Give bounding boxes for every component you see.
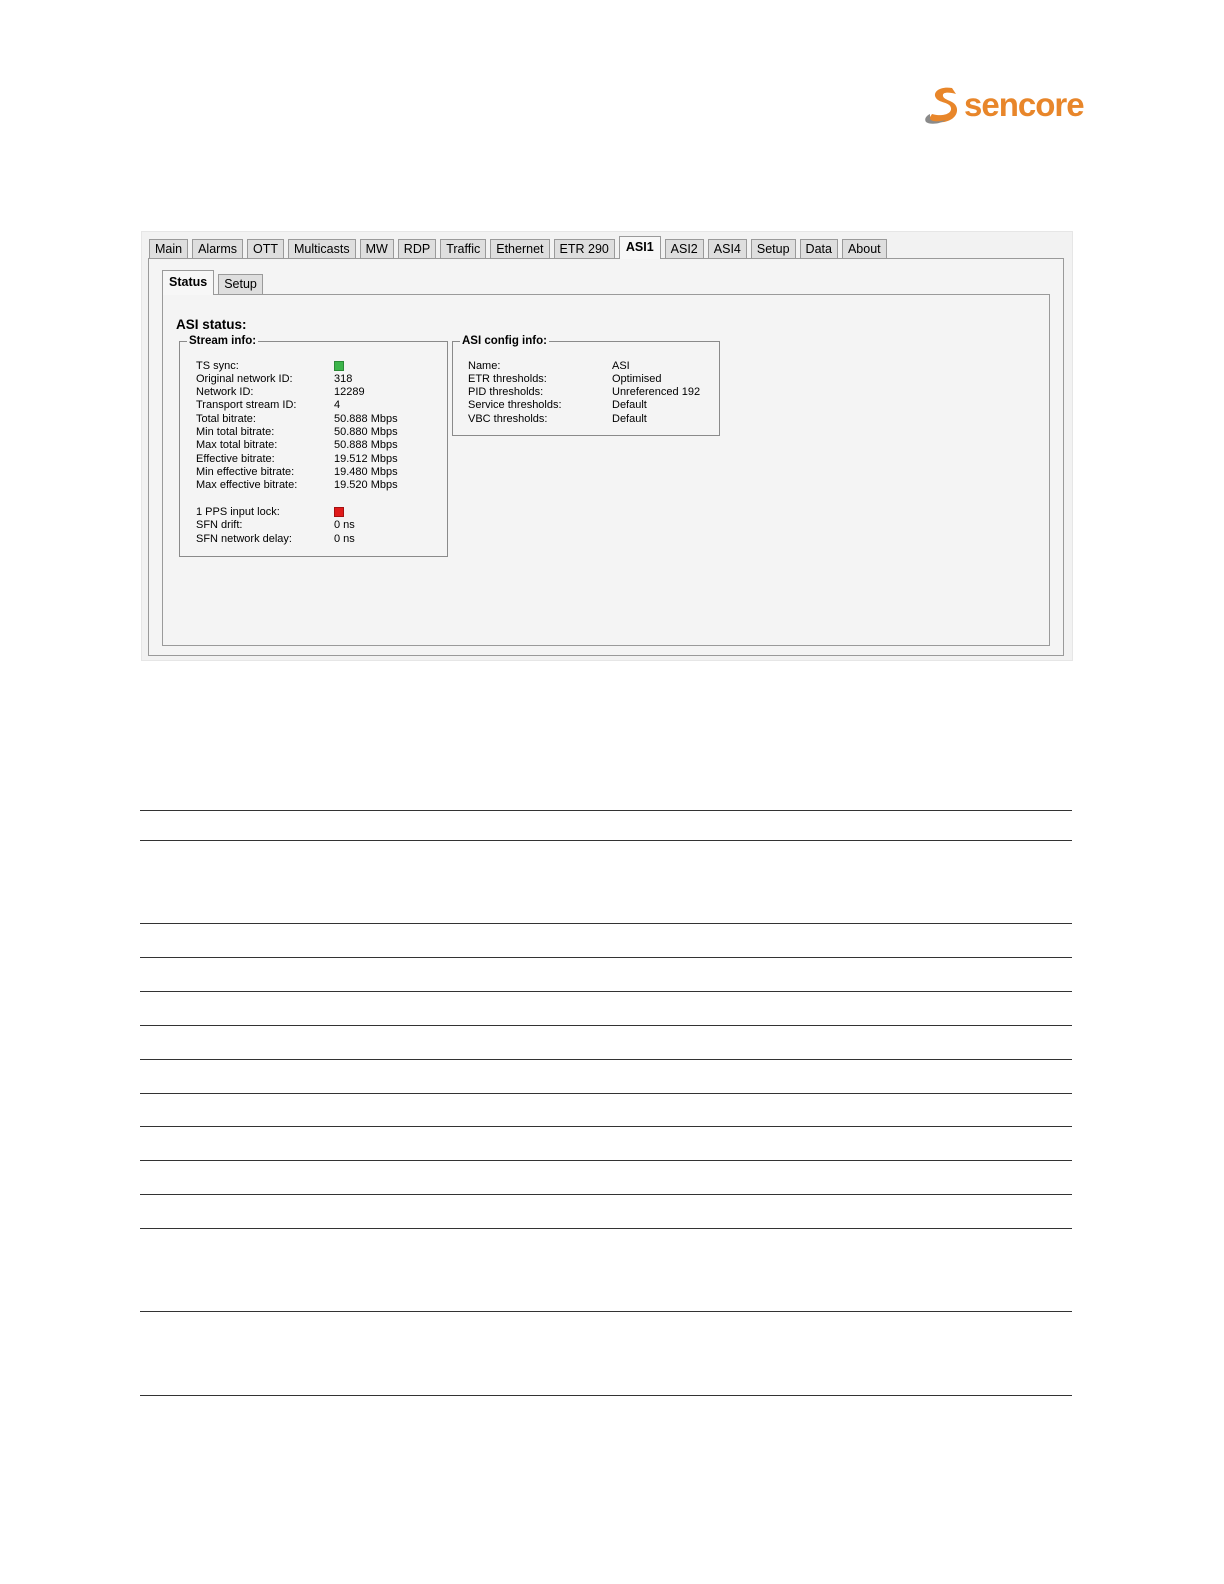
logo-wordmark: sencore: [964, 86, 1084, 123]
table-rule: [140, 1059, 1072, 1060]
table-rule: [140, 1311, 1072, 1312]
table-rule: [140, 1194, 1072, 1195]
tab-ott[interactable]: OTT: [247, 239, 284, 258]
tab-rdp[interactable]: RDP: [398, 239, 436, 258]
stream-info-legend: Stream info:: [189, 335, 257, 347]
table-rule: [140, 1093, 1072, 1094]
table-rule: [140, 957, 1072, 958]
table-rule: [140, 1025, 1072, 1026]
table-rule: [140, 1395, 1072, 1396]
tab-etr-290[interactable]: ETR 290: [554, 239, 615, 258]
asi-status-panel: [162, 294, 1050, 646]
table-rule: [140, 923, 1072, 924]
tab-asi2[interactable]: ASI2: [665, 239, 704, 258]
sub-tab-bar: [162, 270, 267, 294]
asi-status-screenshot: [141, 231, 1073, 661]
table-rule: [140, 1160, 1072, 1161]
table-rule: [140, 1126, 1072, 1127]
asi-config-info-group: ASI config info: Name: ASI ETR thresholds: Optimised PID thresholds: Unreferenced 192 Service thresholds: Default VBC thresholds: Default: [452, 341, 720, 436]
tab-about[interactable]: About: [842, 239, 887, 258]
stream-info-group: Stream info: TS sync: Original network ID: 318 Network ID: 12289 Transport stream ID: 4 Total bitrate: 50.888 Mbps Min total bitrate: 50.880 Mbps Max total bitrate: 50.888 Mbps Effective bitrate: 19.512 Mbps Min effective bitrate: 19.480 Mbps Max effective bitrate: 19.520 Mbps 1 PPS input lock: SFN drift: 0 ns SFN network delay: 0 ns: [179, 341, 448, 557]
table-rule: [140, 1228, 1072, 1229]
main-tab-bar: [149, 237, 891, 259]
tab-asi1[interactable]: ASI1: [619, 236, 661, 259]
tab-multicasts[interactable]: Multicasts: [288, 239, 356, 258]
tab-asi4[interactable]: ASI4: [708, 239, 747, 258]
tab-data[interactable]: Data: [800, 239, 838, 258]
sencore-logo: [922, 84, 1084, 128]
sencore-s-mark-icon: [922, 84, 966, 128]
tab-mw[interactable]: MW: [360, 239, 394, 258]
subtab-status[interactable]: Status: [162, 270, 214, 295]
tab-main[interactable]: Main: [149, 239, 188, 258]
ts-sync-status-indicator: [334, 361, 344, 371]
tab-traffic[interactable]: Traffic: [440, 239, 486, 258]
pps-lock-status-indicator: [334, 507, 344, 517]
table-rule: [140, 840, 1072, 841]
asi-config-info-legend: ASI config info:: [462, 335, 547, 347]
tab-setup[interactable]: Setup: [751, 239, 796, 258]
table-rule: [140, 991, 1072, 992]
table-rule: [140, 810, 1072, 811]
tab-ethernet[interactable]: Ethernet: [490, 239, 549, 258]
asi-status-title: ASI status:: [176, 317, 247, 332]
subtab-setup[interactable]: Setup: [218, 274, 263, 294]
tab-alarms[interactable]: Alarms: [192, 239, 243, 258]
